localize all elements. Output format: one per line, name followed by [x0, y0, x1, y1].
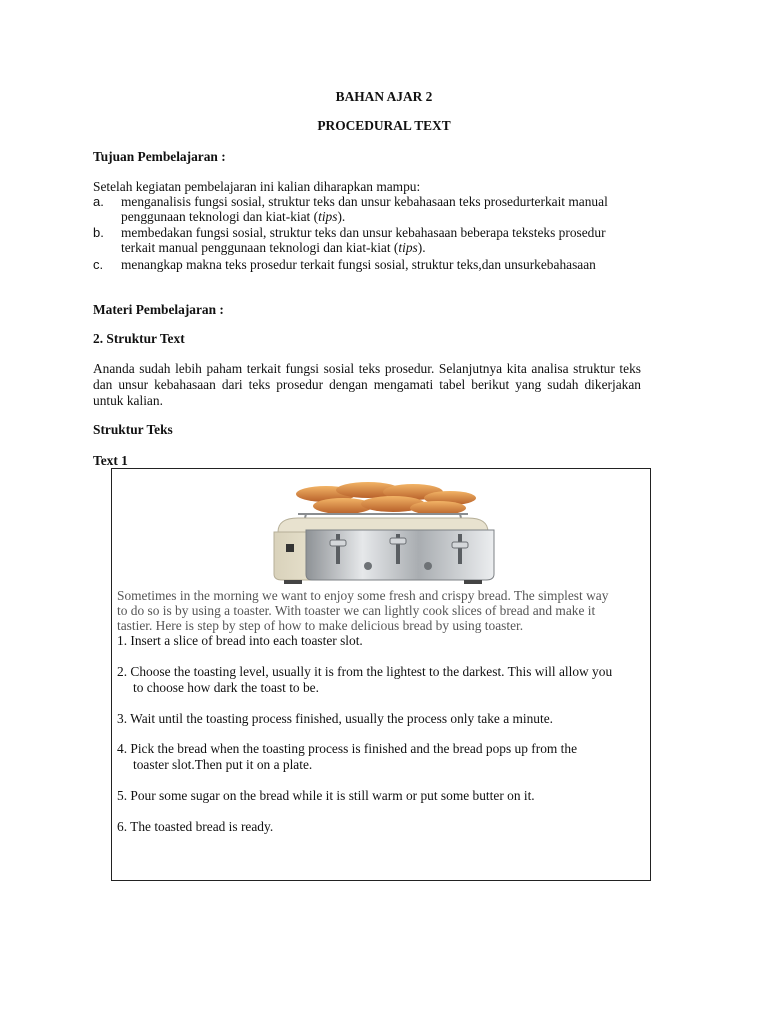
tujuan-item-c-line1: menangkap makna teks prosedur terkait fungsi sosial, struktur teks,dan unsurkebahasaan: [121, 257, 596, 272]
step-6: 6. The toasted bread is ready.: [117, 819, 274, 834]
tujuan-item-b-line1: membedakan fungsi sosial, struktur teks dan unsur kebahasaan beberapa teksteks prosedur: [121, 225, 606, 240]
tujuan-heading: Tujuan Pembelajaran :: [93, 149, 226, 164]
text1-intro-line-3: tastier. Here is step by step of how to make delicious bread by using toaster.: [117, 618, 524, 633]
tujuan-lead: Setelah kegiatan pembelajaran ini kalian diharapkan mampu:: [93, 179, 421, 194]
list-marker-b: b.: [93, 225, 104, 240]
text1-intro-line-2: to do so is by using a toaster. With toaster we can lightly cook slices of bread and make it: [117, 603, 596, 618]
tujuan-item-a-line2: penggunaan teknologi dan kiat-kiat (tips).: [121, 209, 346, 224]
step-1: 1. Insert a slice of bread into each toaster slot.: [117, 633, 363, 648]
text-1-label: Text 1: [93, 453, 128, 468]
step-4-line1: 4. Pick the bread when the toasting process is finished and the bread pops up from the: [117, 741, 578, 756]
document-subtitle: PROCEDURAL TEXT: [317, 118, 451, 133]
document-title: BAHAN AJAR 2: [335, 89, 433, 104]
struktur-text-subheading: 2. Struktur Text: [93, 331, 185, 346]
step-2-line1: 2. Choose the toasting level, usually it is from the lightest to the darkest. This will allow you: [117, 664, 613, 679]
step-2-line2: to choose how dark the toast to be.: [133, 680, 319, 695]
tujuan-item-a-line1: menganalisis fungsi sosial, struktur teks dan unsur kebahasaan teks prosedurterkait manual: [121, 194, 608, 209]
list-marker-c: c.: [93, 257, 104, 272]
step-5: 5. Pour some sugar on the bread while it is still warm or put some butter on it.: [117, 788, 535, 803]
text1-intro-line-1: Sometimes in the morning we want to enjoy some fresh and crispy bread. The simplest way: [117, 588, 609, 603]
step-4-line2: toaster slot.Then put it on a plate.: [133, 757, 313, 772]
list-marker-a: a.: [93, 194, 104, 209]
tujuan-item-b-line2: terkait manual penggunaan teknologi dan kiat-kiat (tips).: [121, 240, 426, 255]
materi-heading: Materi Pembelajaran :: [93, 302, 224, 317]
toaster-image: [268, 476, 498, 588]
step-3: 3. Wait until the toasting process finished, usually the process only take a minute.: [117, 711, 554, 726]
struktur-teks-heading: Struktur Teks: [93, 422, 173, 437]
materi-paragraph: Ananda sudah lebih paham terkait fungsi sosial teks prosedur. Selanjutnya kita analisa struktur teks dan unsur kebahasaan dari teks prosedur dengan mengamati tabel berikut yang sudah dikerjakan untuk kalian.: [93, 361, 641, 408]
